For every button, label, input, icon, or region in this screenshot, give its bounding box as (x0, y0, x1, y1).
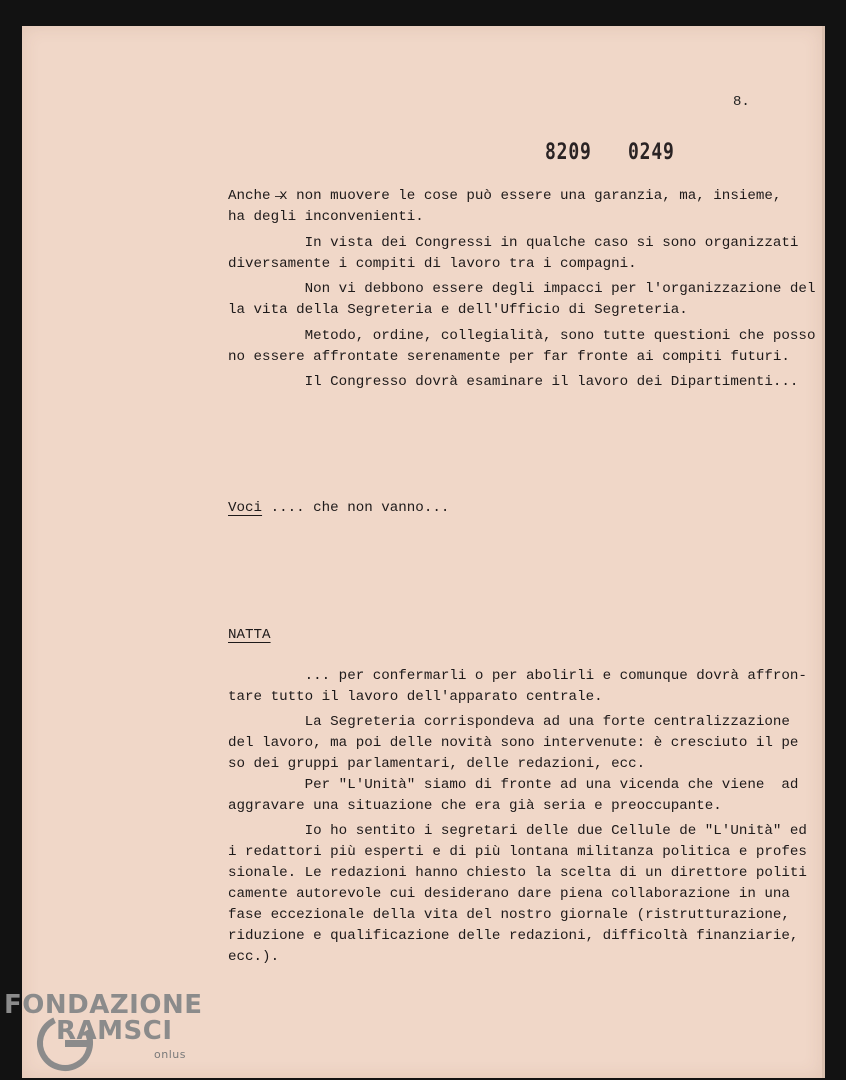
natta-paragraph-4: Io ho sentito i segretari delle due Cellule de "L'Unità" i redattori più esperti e di più lontana militanza politica e profes sionale. Le redazioni hanno chiesto la scelta di un direttore politi camente autorevole cui desiderano dare piena collaborazione in una fase eccezionale della vita del nostro giornale (ristrutturazione, riduzione e qualificazione delle redazioni, difficoltà finanziarie, ecc.). (228, 823, 807, 965)
logo-line3: onlus (154, 1048, 186, 1061)
logo-line2: RAMSCI (56, 1016, 173, 1046)
paragraph-1: Anche ̶x non muovere le cose può essere una garanzia, ma, insieme, ha degli inconvenienti. (228, 188, 782, 225)
speaker-heading: NATTA (228, 627, 271, 643)
page-number: 8. (733, 94, 750, 110)
voci-line (228, 500, 449, 516)
natta-paragraph-3: Per "L'Unità" siamo di fronte ad una vicenda che viene aggravare una situazione che era già seria e preoccupante. (228, 777, 765, 814)
page-edge (822, 26, 825, 1078)
paragraph-4: Metodo, ordine, collegialità, sono tutte questioni che no essere affrontate serenamente per far fronte ai compiti futuri. (228, 328, 790, 365)
natta-paragraph-1: ... per confermarli o per abolirli e comunque dovrà affron- tare tutto il lavoro dell'apparato centrale. (228, 668, 807, 705)
logo-line1: FONDAZIONE (4, 990, 203, 1020)
natta-paragraph-2: La Segreteria corrispondeva ad una forte centralizzazione del lavoro, ma poi delle novità sono intervenute: è cresciuto il so dei gruppi parlamentari, delle redazioni, ecc. (228, 714, 790, 772)
fondazione-gramsci-logo (4, 990, 219, 1078)
paragraph-3: Non vi debbono essere degli impacci per l'organizzazione la vita della Segreteria e dell'Ufficio di Segreteria. (228, 281, 782, 318)
voci-rest: .... che non vanno... (262, 500, 450, 516)
archive-stamp-part2: 0249 (628, 140, 675, 165)
voci-label: Voci (228, 500, 263, 516)
archive-stamp-part1: 8209 (545, 140, 592, 165)
paragraph-5: Il Congresso dovrà esaminare il lavoro dei Dipartimenti... (228, 374, 799, 390)
paragraph-2: In vista dei Congressi in qualche caso si sono organizzati diversamente i compiti di lavoro tra i compagni. (228, 235, 799, 272)
